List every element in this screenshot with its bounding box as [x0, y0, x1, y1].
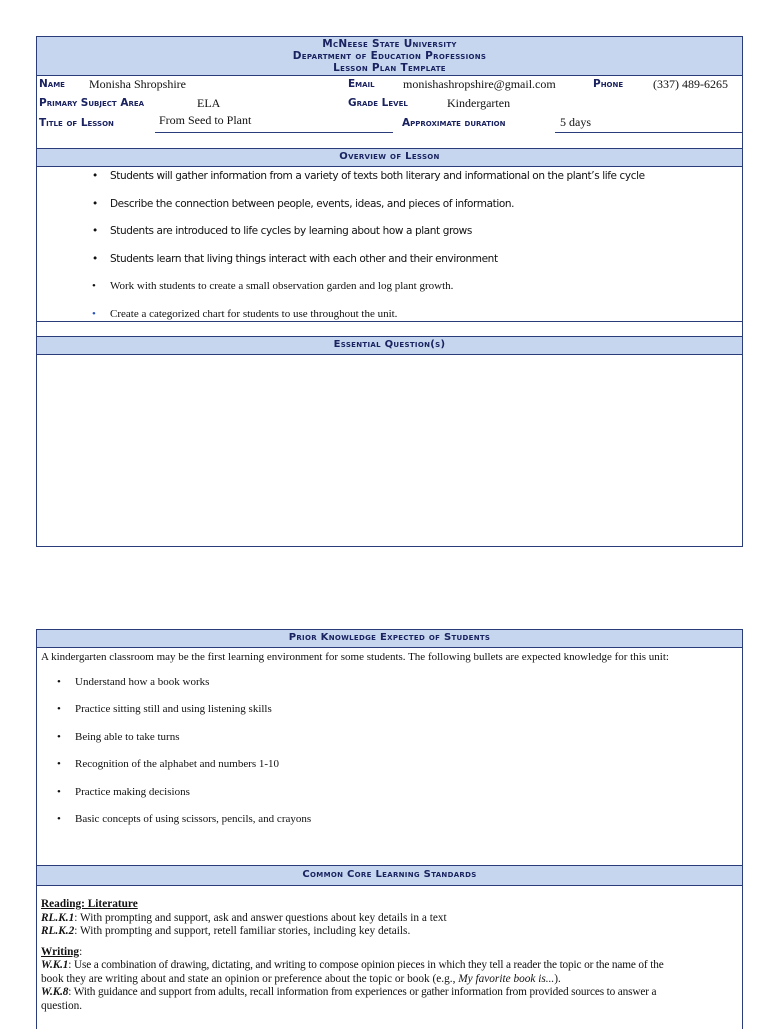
prior-knowledge-item: • Practice making decisions — [57, 785, 190, 798]
info-row-title — [37, 112, 742, 134]
standard-w-k-8-cont: question. — [41, 999, 83, 1012]
phone-value: (337) 489-6265 — [653, 77, 728, 91]
essential-question-heading: Essential Question(s) — [37, 336, 742, 355]
document-title — [37, 37, 742, 75]
name-label: Name — [39, 78, 65, 90]
prior-knowledge-heading: Prior Knowledge Expected of Students — [37, 630, 742, 648]
name-value: Monisha Shropshire — [89, 77, 186, 91]
university-name: McNeese State University — [322, 38, 457, 50]
writing-heading: Writing: — [41, 945, 83, 958]
duration-value: 5 days — [560, 115, 591, 129]
title-underline — [155, 132, 393, 133]
standard-w-k-1-cont: book they are writing about and state an opinion or preference about the topic or book (e.g., My favorite book is...). — [41, 972, 561, 985]
subject-value: ELA — [197, 96, 221, 110]
prior-knowledge-list — [37, 664, 742, 855]
overview-item: • Students are introduced to life cycles by learning about how a plant grows — [92, 225, 472, 237]
standard-rl-k-1: RL.K.1: With prompting and support, ask and answer questions about key details in a text — [41, 911, 447, 924]
lesson-header-table — [36, 36, 743, 547]
spacer — [37, 134, 742, 148]
standards-heading: Common Core Learning Standards — [37, 865, 742, 886]
info-row-subject — [37, 94, 742, 112]
email-label: Email — [348, 78, 375, 90]
standard-w-k-8: W.K.8: With guidance and support from adults, recall information from experiences or gather information from provided sources to answer a — [41, 986, 657, 998]
overview-item: • Work with students to create a small observation garden and log plant growth. — [92, 280, 454, 292]
department-name: Department of Education Professions — [292, 50, 487, 62]
overview-heading: Overview of Lesson — [37, 148, 742, 167]
prior-knowledge-intro: A kindergarten classroom may be the first learning environment for some students. The following bullets are expected knowledge for this unit: — [41, 651, 669, 663]
lesson-title-label: Title of Lesson — [39, 117, 114, 129]
prior-knowledge-table — [36, 629, 743, 1029]
duration-label: Approximate duration — [402, 117, 506, 129]
grade-value: Kindergarten — [447, 96, 511, 110]
prior-knowledge-item: • Understand how a book works — [57, 676, 210, 688]
standard-rl-k-2: RL.K.2: With prompting and support, retell familiar stories, including key details. — [41, 925, 411, 937]
template-name: Lesson Plan Template — [333, 62, 446, 74]
reading-heading: Reading: Literature — [41, 898, 138, 910]
prior-knowledge-item: • Basic concepts of using scissors, pencils, and crayons — [57, 812, 312, 825]
email-value: monishashropshire@gmail.com — [403, 77, 556, 91]
prior-knowledge-item: • Practice sitting still and using listening skills — [57, 703, 272, 716]
overview-item: • Describe the connection between people, events, ideas, and pieces of information. — [92, 197, 515, 210]
essential-question-body — [37, 355, 742, 540]
overview-list — [37, 167, 742, 321]
duration-underline — [555, 132, 742, 133]
overview-item: • Create a categorized chart for students to use throughout the unit. — [92, 307, 398, 320]
info-row-name — [37, 75, 742, 94]
lesson-title-value: From Seed to Plant — [159, 113, 252, 127]
standards-body — [37, 886, 742, 1013]
overview-item: • Students learn that living things interact with each other and their environment — [92, 252, 498, 265]
standard-w-k-1: W.K.1: Use a combination of drawing, dictating, and writing to compose opinion pieces in which they tell a reader the topic or the name of the — [41, 959, 664, 971]
subject-label: Primary Subject Area — [39, 97, 145, 109]
prior-knowledge-item: • Recognition of the alphabet and numbers 1-10 — [57, 758, 280, 771]
phone-label: Phone — [593, 78, 624, 90]
overview-item: • Students will gather information from a variety of texts both literary and informational on the plant’s life cycle — [92, 170, 645, 182]
grade-label: Grade Level — [348, 97, 408, 109]
prior-knowledge-item: • Being able to take turns — [57, 730, 180, 743]
